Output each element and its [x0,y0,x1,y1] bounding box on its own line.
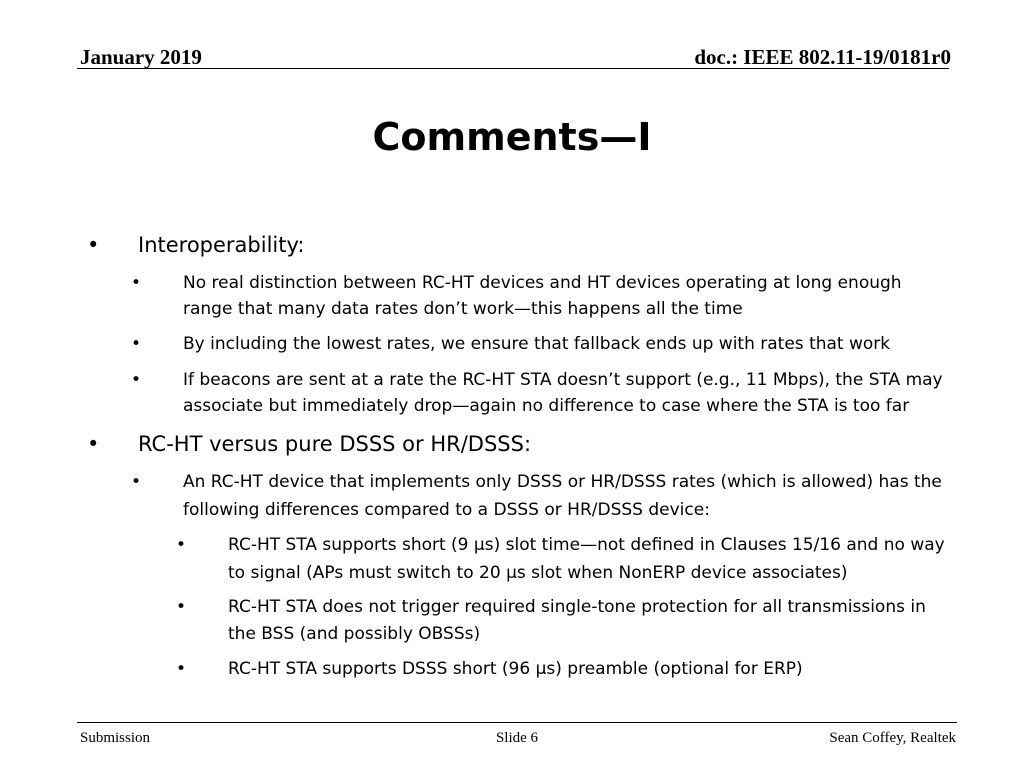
bullet-marker: • [131,472,142,492]
bullet-marker: • [176,535,187,555]
bullet-marker: • [176,597,187,617]
sub-sub-bullet-text-line: RC-HT STA supports short (9 μs) slot time—not defined in Clauses 15/16 and no way [228,535,945,555]
sub-sub-bullet-text-line: to signal (APs must switch to 20 μs slot when NonERP device associates) [228,563,848,583]
sub-bullet-text-line: associate but immediately drop—again no difference to case where the STA is too far [183,396,910,416]
footer-author: Sean Coffey, Realtek [829,730,956,746]
sub-bullet-text-line: An RC-HT device that implements only DSSS or HR/DSSS rates (which is allowed) has the [183,472,942,492]
bullet-marker: • [131,334,142,354]
footer-submission: Submission [80,730,151,746]
bullet-marker: • [87,432,100,456]
header-date: January 2019 [80,45,202,69]
bullet-text: RC-HT versus pure DSSS or HR/DSSS: [138,432,532,456]
header-divider [77,68,949,69]
sub-bullet-text-line: following differences compared to a DSSS or HR/DSSS device: [183,500,710,520]
bullet-text: Interoperability: [138,233,305,257]
footer-slide-number: Slide 6 [495,730,539,746]
sub-sub-bullet-text-line: RC-HT STA does not trigger required single-tone protection for all transmissions in [228,597,926,617]
slide-title: Comments—I [372,115,652,159]
sub-sub-bullet-text-line: the BSS (and possibly OBSSs) [228,624,481,644]
bullet-marker: • [131,370,142,390]
sub-bullet-text-line: range that many data rates don’t work—this happens all the time [183,299,743,319]
bullet-marker: • [176,659,187,679]
sub-sub-bullet-text-line: RC-HT STA supports DSSS short (96 μs) preamble (optional for ERP) [228,659,803,679]
sub-bullet-text-line: By including the lowest rates, we ensure that fallback ends up with rates that work [183,334,891,354]
sub-bullet-text-line: If beacons are sent at a rate the RC-HT STA doesn’t support (e.g., 11 Mbps), the STA may [183,370,943,390]
bullet-marker: • [131,273,142,293]
header-doc-number: doc.: IEEE 802.11-19/0181r0 [694,45,951,69]
bullet-marker: • [87,233,100,257]
footer-divider [77,722,957,723]
sub-bullet-text-line: No real distinction between RC-HT devices and HT devices operating at long enough [183,273,902,293]
